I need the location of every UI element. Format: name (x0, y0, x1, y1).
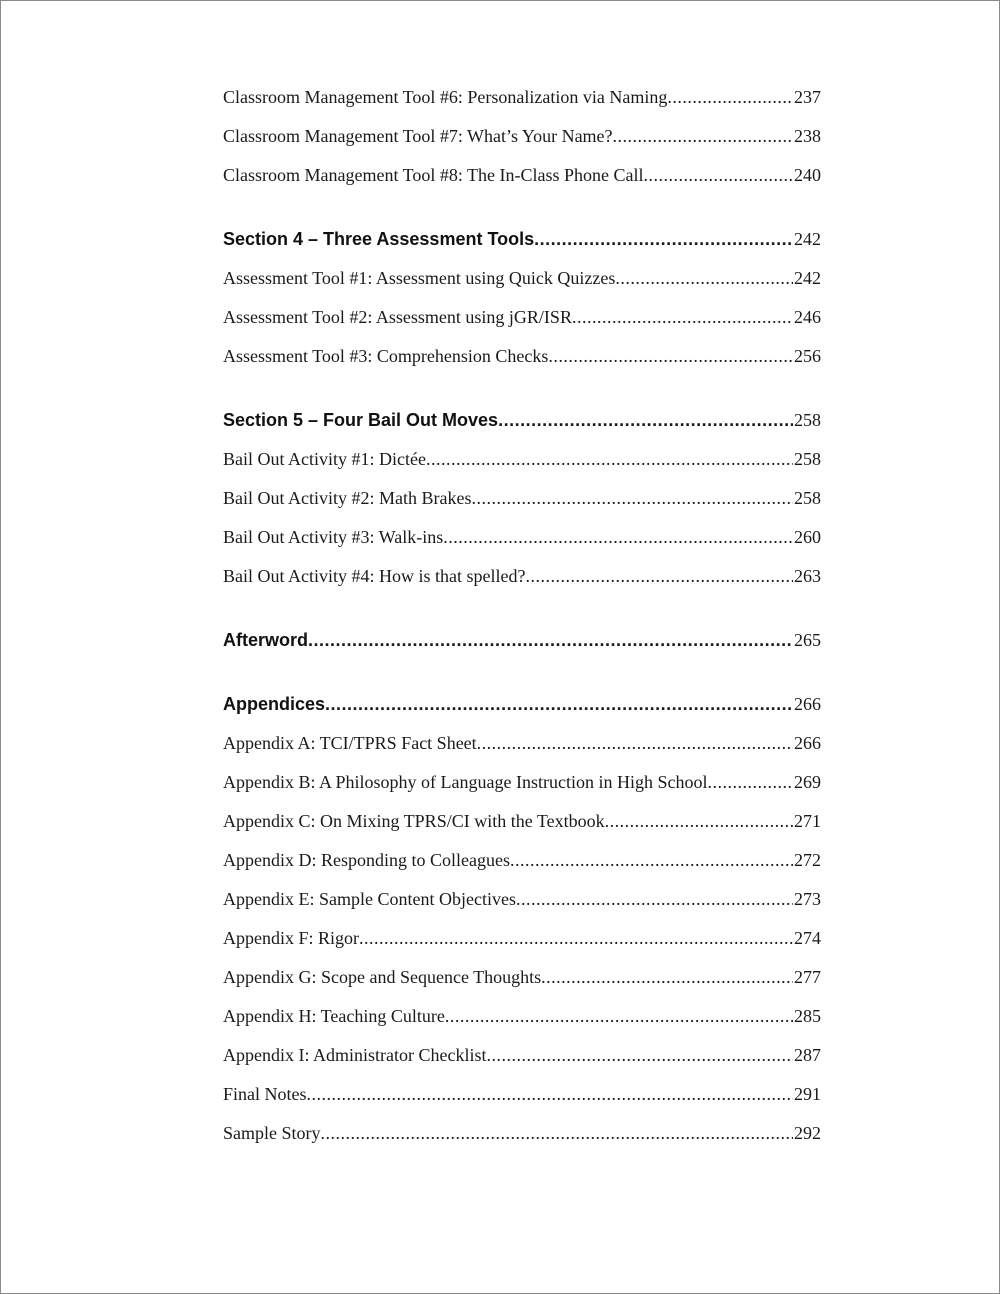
toc-page-number: 277 (794, 967, 821, 987)
dot-leader (707, 763, 793, 802)
toc-entry (223, 337, 821, 376)
toc-page-number: 242 (794, 229, 821, 249)
toc-page-number: 273 (794, 889, 821, 909)
toc-entry-title: Sample Story (223, 1123, 321, 1143)
toc-entry-title: Bail Out Activity #2: Math Brakes (223, 488, 472, 508)
toc-page-number: 285 (794, 1006, 821, 1026)
toc-page-number: 274 (794, 928, 821, 948)
toc-entry-title: Appendix I: Administrator Checklist (223, 1045, 487, 1065)
toc-entry-title: Appendix E: Sample Content Objectives (223, 889, 516, 909)
toc-page-number: 292 (794, 1123, 821, 1143)
toc-entry-title: Final Notes (223, 1084, 307, 1104)
dot-leader (613, 117, 793, 156)
toc-page-number: 258 (794, 410, 821, 430)
table-of-contents (223, 78, 821, 1153)
toc-entry (223, 440, 821, 479)
toc-entry-title: Appendix C: On Mixing TPRS/CI with the Textbook (223, 811, 605, 831)
dot-leader (308, 621, 793, 660)
dot-leader (321, 1114, 794, 1153)
toc-entry (223, 479, 821, 518)
toc-section-heading (223, 685, 821, 724)
toc-page-number: 260 (794, 527, 821, 547)
toc-entry-title: Bail Out Activity #1: Dictée (223, 449, 426, 469)
toc-entry-title: Bail Out Activity #4: How is that spelled? (223, 566, 526, 586)
toc-entry-title: Assessment Tool #2: Assessment using jGR/ISR (223, 307, 572, 327)
toc-entry-title: Section 5 – Four Bail Out Moves (223, 410, 499, 430)
dot-leader (644, 156, 793, 195)
dot-leader (516, 880, 793, 919)
toc-entry (223, 259, 821, 298)
dot-leader (605, 802, 793, 841)
toc-entry-title: Appendix H: Teaching Culture (223, 1006, 445, 1026)
toc-section-heading (223, 220, 821, 259)
toc-section-heading (223, 401, 821, 440)
dot-leader (534, 220, 793, 259)
toc-entry-title: Assessment Tool #1: Assessment using Quick Quizzes (223, 268, 616, 288)
toc-entry-title: Section 4 – Three Assessment Tools (223, 229, 535, 249)
toc-page-number: 240 (794, 165, 821, 185)
toc-entry-title: Bail Out Activity #3: Walk-ins (223, 527, 444, 547)
dot-leader (615, 259, 793, 298)
dot-leader (486, 1036, 793, 1075)
dot-leader (426, 440, 793, 479)
toc-page-number: 242 (794, 268, 821, 288)
toc-entry-title: Appendix F: Rigor (223, 928, 360, 948)
toc-entry (223, 958, 821, 997)
toc-page-number: 256 (794, 346, 821, 366)
dot-leader (572, 298, 793, 337)
toc-entry (223, 997, 821, 1036)
toc-entry-title: Appendices (223, 694, 326, 714)
toc-entry-title: Classroom Management Tool #7: What’s Your Name? (223, 126, 613, 146)
toc-entry (223, 724, 821, 763)
toc-page-number: 265 (794, 630, 821, 650)
toc-entry (223, 298, 821, 337)
toc-page-number: 266 (794, 733, 821, 753)
toc-entry-title: Classroom Management Tool #8: The In-Class Phone Call (223, 165, 644, 185)
dot-leader (445, 997, 793, 1036)
toc-entry-title: Appendix B: A Philosophy of Language Instruction in High School (223, 772, 708, 792)
dot-leader (477, 724, 793, 763)
toc-page-number: 258 (794, 488, 821, 508)
dot-leader (498, 401, 793, 440)
toc-page-number: 271 (794, 811, 821, 831)
toc-entry (223, 802, 821, 841)
dot-leader (443, 518, 793, 557)
toc-page-number: 246 (794, 307, 821, 327)
toc-entry (223, 156, 821, 195)
toc-page-number: 258 (794, 449, 821, 469)
toc-page-number: 269 (794, 772, 821, 792)
toc-entry (223, 518, 821, 557)
toc-entry (223, 1075, 821, 1114)
toc-page-number: 263 (794, 566, 821, 586)
toc-section-heading (223, 621, 821, 660)
toc-page-number: 272 (794, 850, 821, 870)
toc-entry (223, 78, 821, 117)
toc-entry-title: Appendix D: Responding to Colleagues (223, 850, 510, 870)
toc-entry-title: Classroom Management Tool #6: Personalization via Naming (223, 87, 668, 107)
toc-entry (223, 919, 821, 958)
toc-entry (223, 763, 821, 802)
toc-page-number: 238 (794, 126, 821, 146)
toc-entry-title: Appendix A: TCI/TPRS Fact Sheet (223, 733, 477, 753)
toc-entry-title: Assessment Tool #3: Comprehension Checks (223, 346, 549, 366)
dot-leader (541, 958, 793, 997)
dot-leader (471, 479, 793, 518)
dot-leader (359, 919, 793, 958)
toc-entry (223, 880, 821, 919)
toc-entry (223, 557, 821, 596)
toc-page-number: 287 (794, 1045, 821, 1065)
toc-entry (223, 841, 821, 880)
toc-page-number: 237 (794, 87, 821, 107)
dot-leader (307, 1075, 794, 1114)
toc-entry-title: Afterword (223, 630, 308, 650)
toc-page-number: 291 (794, 1084, 821, 1104)
dot-leader (325, 685, 793, 724)
toc-entry (223, 1036, 821, 1075)
dot-leader (510, 841, 793, 880)
dot-leader (548, 337, 793, 376)
toc-entry (223, 1114, 821, 1153)
toc-entry-title: Appendix G: Scope and Sequence Thoughts (223, 967, 542, 987)
toc-entry (223, 117, 821, 156)
dot-leader (525, 557, 793, 596)
toc-page-number: 266 (794, 694, 821, 714)
dot-leader (667, 78, 793, 117)
